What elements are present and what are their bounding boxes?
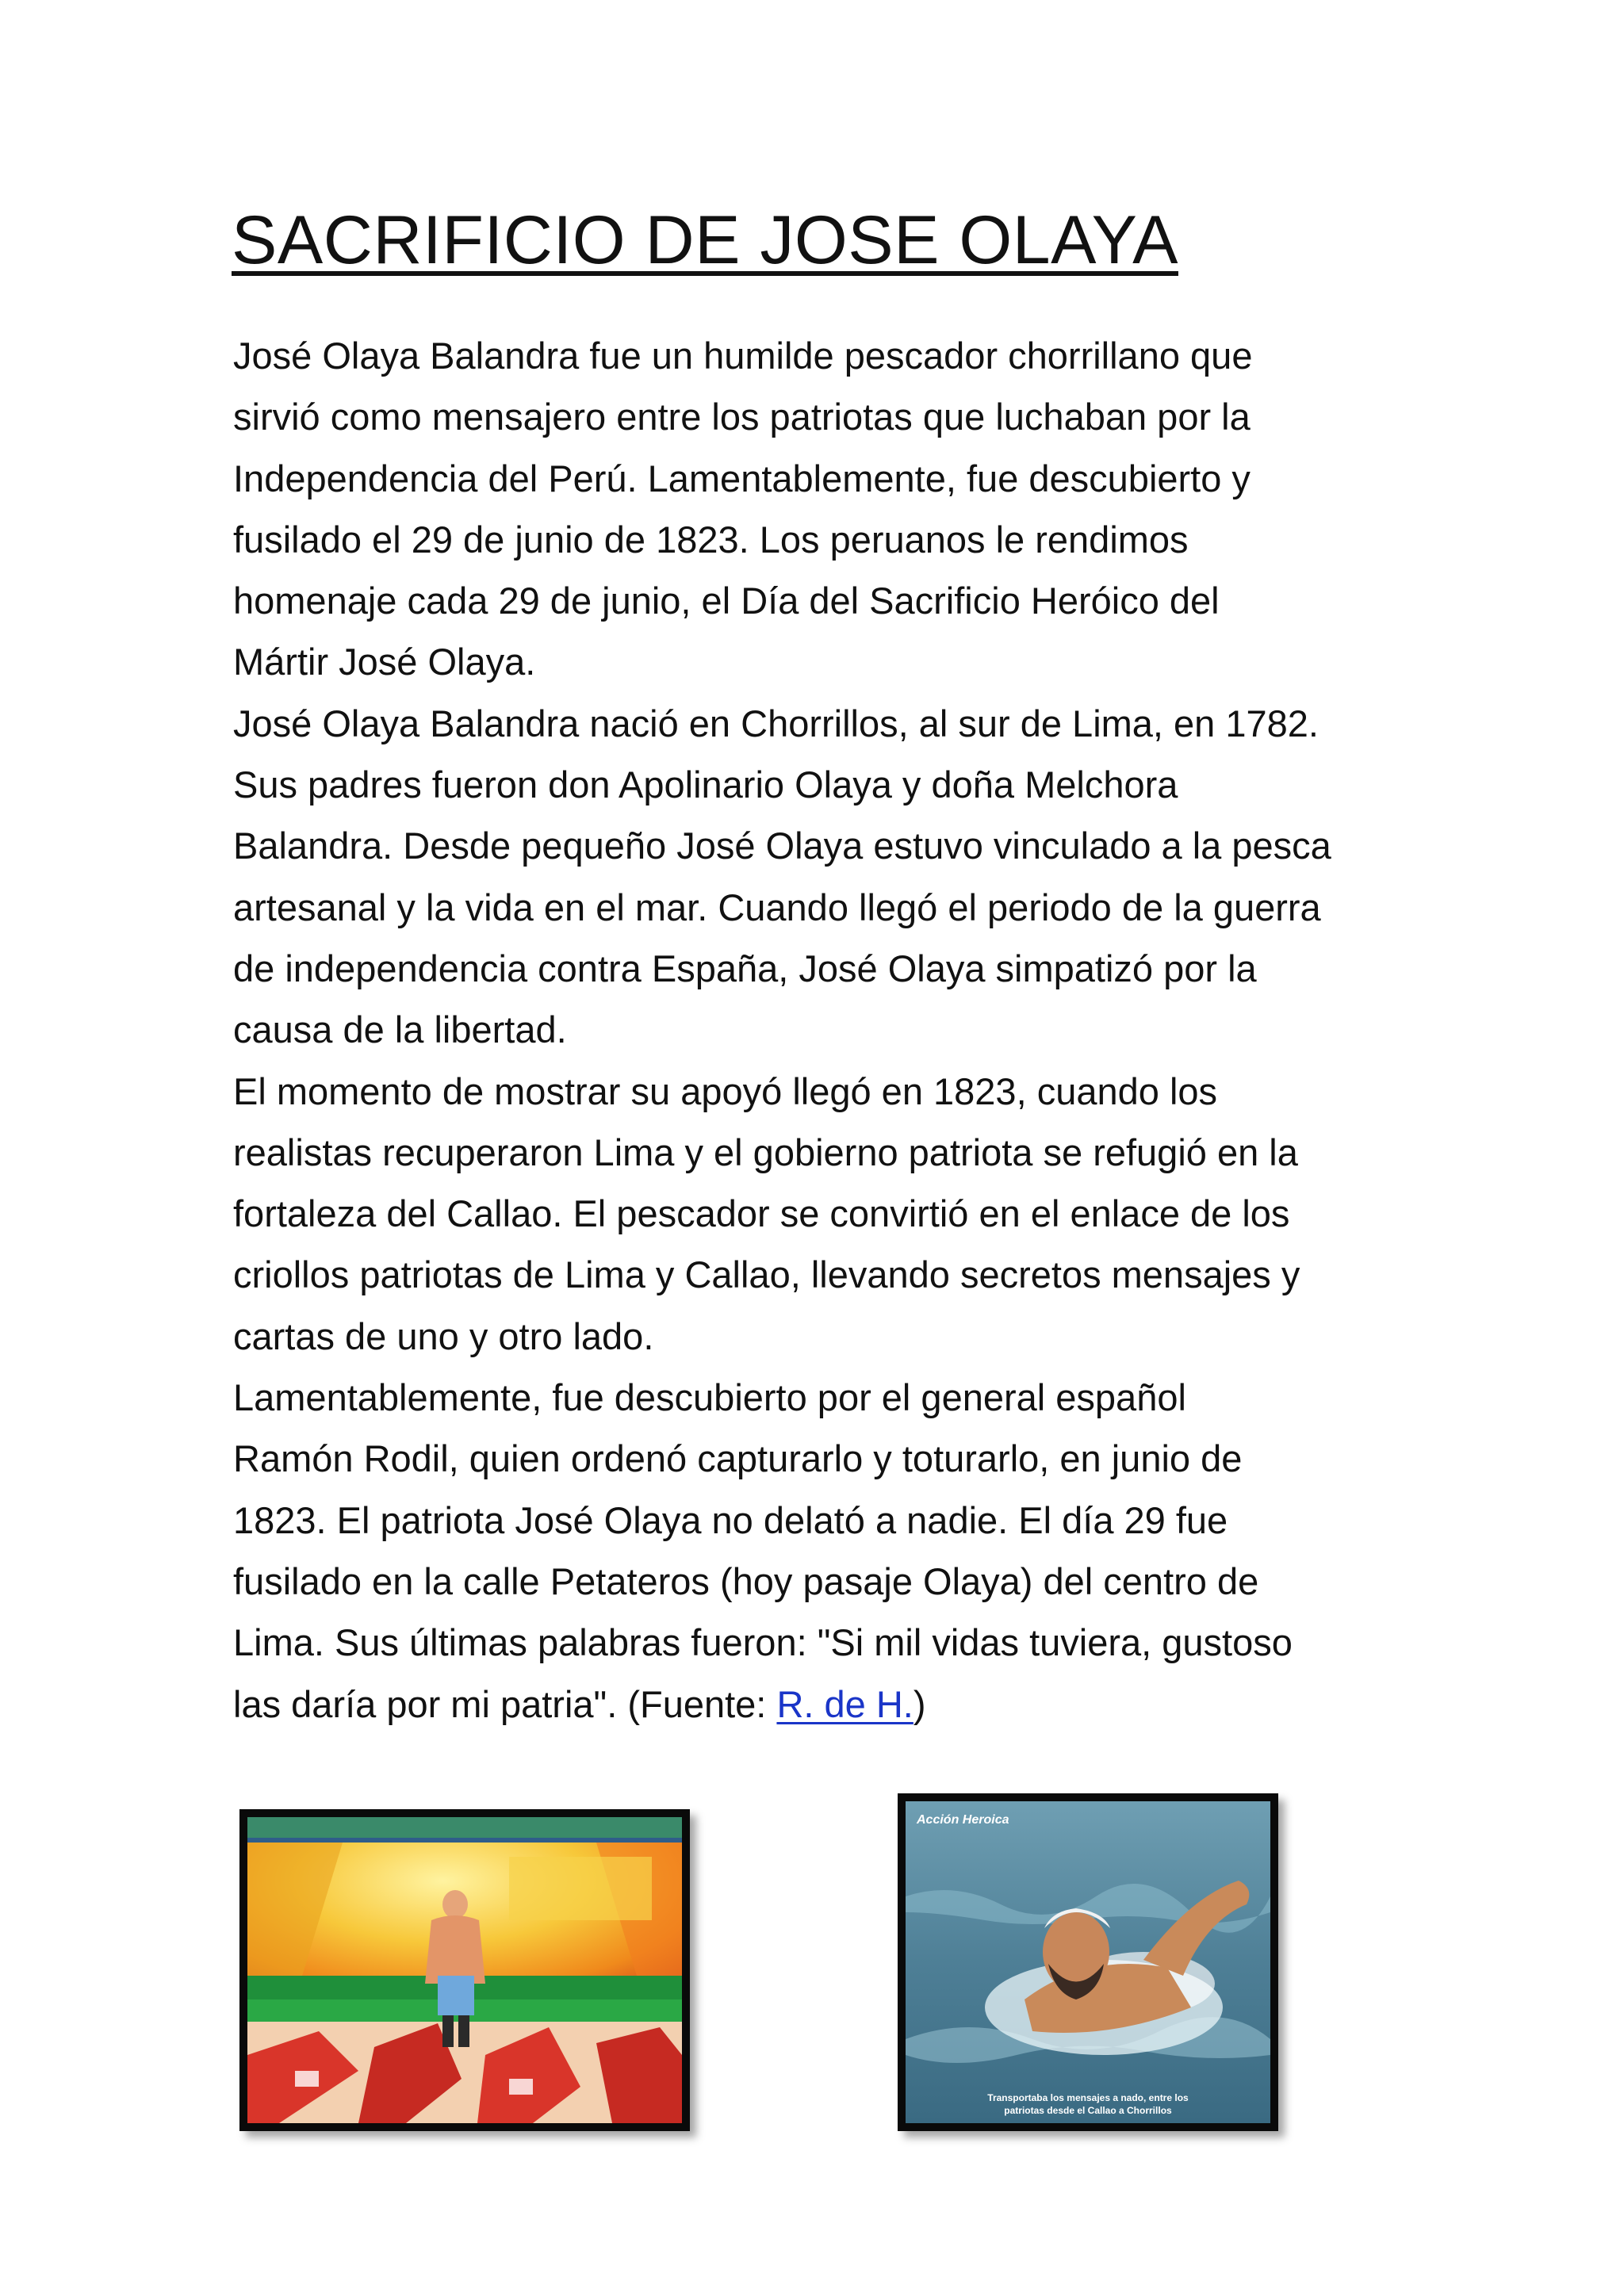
execution-illustration: [239, 1809, 690, 2131]
text-line: fusilado el 29 de junio de 1823. Los peruanos le rendimos: [233, 518, 1189, 561]
text-line: Mártir José Olaya.: [233, 641, 536, 683]
text-line: El momento de mostrar su apoyó llegó en 1823, cuando los: [233, 1070, 1218, 1112]
image-caption-bottom-1: Transportaba los mensajes a nado, entre los: [987, 2092, 1189, 2103]
text-line: Lima. Sus últimas palabras fueron: "Si mil vidas tuviera, gustoso: [233, 1621, 1293, 1664]
text-line: José Olaya Balandra fue un humilde pescador chorrillano que: [233, 335, 1253, 377]
text-line: 1823. El patriota José Olaya no delató a nadie. El día 29 fue: [233, 1498, 1228, 1541]
text-line: sirvió como mensajero entre los patriotas que luchaban por la: [233, 396, 1251, 438]
text-line: fusilado en la calle Petateros (hoy pasaje Olaya) del centro de: [233, 1559, 1259, 1602]
text-line: fortaleza del Callao. El pescador se convirtió en el enlace de los: [233, 1192, 1290, 1235]
swimming-illustration: [898, 1793, 1278, 2131]
text-line: José Olaya Balandra nació en Chorrillos, al sur de Lima, en 1782.: [233, 702, 1319, 744]
text-line: Sus padres fueron don Apolinario Olaya y doña Melchora: [233, 763, 1178, 806]
text-line: criollos patriotas de Lima y Callao, llevando secretos mensajes y: [233, 1253, 1300, 1296]
text-line: homenaje cada 29 de junio, el Día del Sacrificio Heróico del: [233, 580, 1220, 622]
execution-illustration-art: [247, 1817, 682, 2123]
source-suffix: ): [913, 1682, 926, 1725]
text-line-last: [233, 1674, 1407, 1735]
text-line: cartas de uno y otro lado.: [233, 1314, 654, 1357]
text-line: Lamentablemente, fue descubierto por el general español: [233, 1376, 1186, 1419]
text-line: de independencia contra España, José Olaya simpatizó por la: [233, 947, 1257, 989]
source-prefix: las daría por mi patria". (Fuente:: [233, 1682, 777, 1725]
text-line: Independencia del Perú. Lamentablemente, fue descubierto y: [233, 457, 1251, 499]
text-line: causa de la libertad.: [233, 1008, 567, 1051]
text-line: Balandra. Desde pequeño José Olaya estuvo vinculado a la pesca: [233, 825, 1331, 867]
text-line: artesanal y la vida en el mar. Cuando llegó el periodo de la guerra: [233, 886, 1321, 928]
image-caption-top: Acción Heroica: [917, 1813, 1009, 1827]
image-caption-bottom-2: patriotas desde el Callao a Chorrillos: [1004, 2105, 1172, 2116]
swimming-illustration-art: [906, 1801, 1270, 2123]
text-line: realistas recuperaron Lima y el gobierno patriota se refugió en la: [233, 1131, 1298, 1173]
source-link[interactable]: R. de H.: [776, 1682, 914, 1725]
article-body: [233, 325, 1407, 1735]
text-line: Ramón Rodil, quien ordenó capturarlo y toturarlo, en junio de: [233, 1437, 1243, 1480]
page-title: SACRIFICIO DE JOSE OLAYA: [232, 202, 1178, 278]
